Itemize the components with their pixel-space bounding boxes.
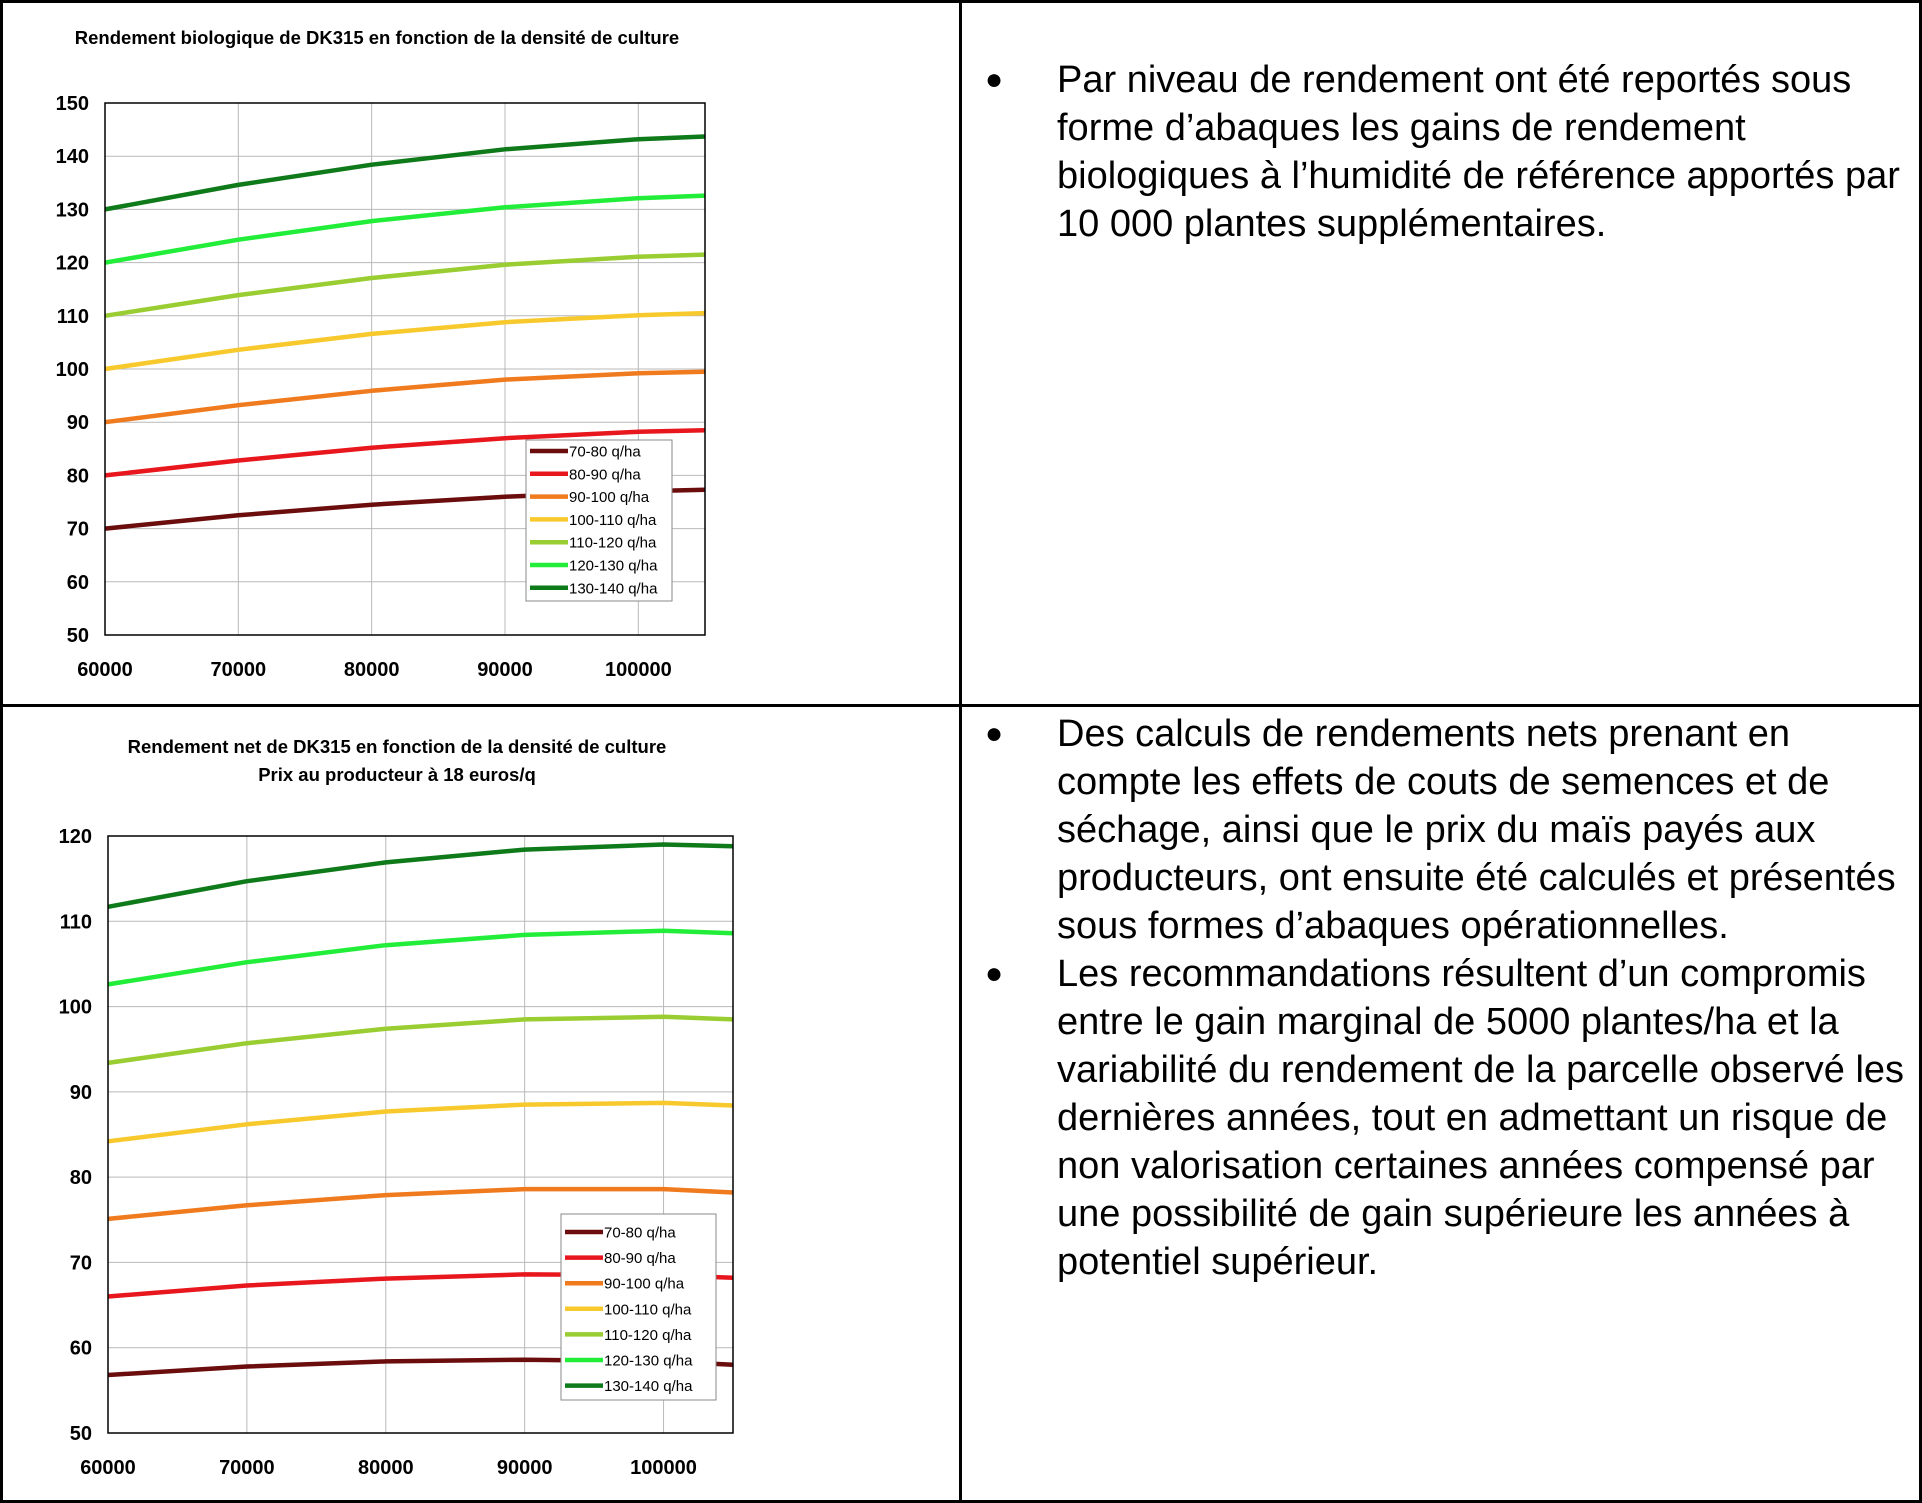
legend-label: 90-100 q/ha xyxy=(604,1275,685,1293)
y-tick-label: 150 xyxy=(55,93,89,115)
bullet-item xyxy=(985,710,1905,950)
legend-label: 100-110 q/ha xyxy=(569,511,657,529)
chart-title: Rendement biologique de DK315 en fonction de la densité de culture xyxy=(74,27,680,48)
x-tick-label: 90000 xyxy=(496,1457,553,1479)
y-tick-label: 80 xyxy=(66,465,89,488)
legend-label: 70-80 q/ha xyxy=(604,1224,676,1242)
legend-label: 70-80 q/ha xyxy=(569,443,641,461)
legend-label: 80-90 q/ha xyxy=(569,466,641,484)
x-tick-label: 60000 xyxy=(77,659,133,681)
y-tick-label: 120 xyxy=(55,252,89,275)
y-tick-label: 120 xyxy=(58,826,92,848)
y-tick-label: 100 xyxy=(55,359,89,381)
bullet-text: Des calculs de rendements nets prenant en compte les effets de couts de semences et de séchage, ainsi que le prix du maïs payés aux producteurs, ont ensuite été calculés et présentés sous formes d’abaques opérationnelles. xyxy=(1057,713,1896,947)
legend-label: 130-140 q/ha xyxy=(569,580,658,598)
legend-label: 80-90 q/ha xyxy=(604,1250,676,1268)
y-tick-label: 70 xyxy=(66,518,89,541)
legend-label: 130-140 q/ha xyxy=(604,1378,693,1396)
bullet-item xyxy=(985,950,1905,1286)
bullet-icon: ● xyxy=(985,717,1004,750)
y-tick-label: 70 xyxy=(69,1252,92,1275)
x-tick-label: 90000 xyxy=(477,659,533,681)
chart-biological-yield xyxy=(0,0,959,704)
text-panel-bottom xyxy=(985,710,1905,1286)
chart-title: Rendement net de DK315 en fonction de la densité de culture xyxy=(127,736,667,757)
y-tick-label: 60 xyxy=(69,1337,92,1360)
x-tick-label: 70000 xyxy=(210,659,267,681)
x-tick-label: 100000 xyxy=(604,659,672,681)
bullet-item xyxy=(985,56,1905,248)
chart-subtitle: Prix au producteur à 18 euros/q xyxy=(258,764,536,785)
bullet-icon: ● xyxy=(985,63,1004,96)
x-tick-label: 80000 xyxy=(357,1457,414,1479)
legend-label: 120-130 q/ha xyxy=(569,557,658,575)
x-tick-label: 100000 xyxy=(630,1457,697,1479)
y-tick-label: 50 xyxy=(69,1423,92,1445)
chart-net-yield xyxy=(0,707,959,1503)
y-tick-label: 50 xyxy=(66,625,89,647)
legend-label: 100-110 q/ha xyxy=(604,1301,692,1319)
legend-label: 90-100 q/ha xyxy=(569,489,650,507)
y-tick-label: 90 xyxy=(69,1081,92,1104)
y-tick-label: 80 xyxy=(69,1167,92,1190)
text-panel-top xyxy=(985,56,1905,248)
bullet-icon: ● xyxy=(985,957,1004,990)
y-tick-label: 140 xyxy=(55,146,89,169)
bullet-text: Par niveau de rendement ont été reportés sous forme d’abaques les gains de rendement biologiques à l’humidité de référence apportés par 10 000 plantes supplémentaires. xyxy=(1057,59,1900,245)
legend-label: 110-120 q/ha xyxy=(569,534,657,552)
y-tick-label: 110 xyxy=(56,305,89,328)
x-tick-label: 70000 xyxy=(219,1457,275,1479)
bullet-text: Les recommandations résultent d’un compromis entre le gain marginal de 5000 plantes/ha et la variabilité du rendement de la parcelle observé les dernières années, tout en admettant un risque de non valorisation certaines années compensé par une possibilité de gain supérieure les années à potentiel supérieur. xyxy=(1057,953,1905,1283)
y-tick-label: 100 xyxy=(58,996,92,1019)
y-tick-label: 130 xyxy=(55,199,89,222)
legend-label: 110-120 q/ha xyxy=(604,1326,692,1344)
y-tick-label: 110 xyxy=(59,911,92,934)
legend-label: 120-130 q/ha xyxy=(604,1352,693,1370)
x-tick-label: 80000 xyxy=(343,659,400,681)
y-tick-label: 90 xyxy=(66,412,89,435)
table-divider-vertical xyxy=(959,0,962,1503)
x-tick-label: 60000 xyxy=(80,1457,136,1479)
y-tick-label: 60 xyxy=(66,571,89,594)
